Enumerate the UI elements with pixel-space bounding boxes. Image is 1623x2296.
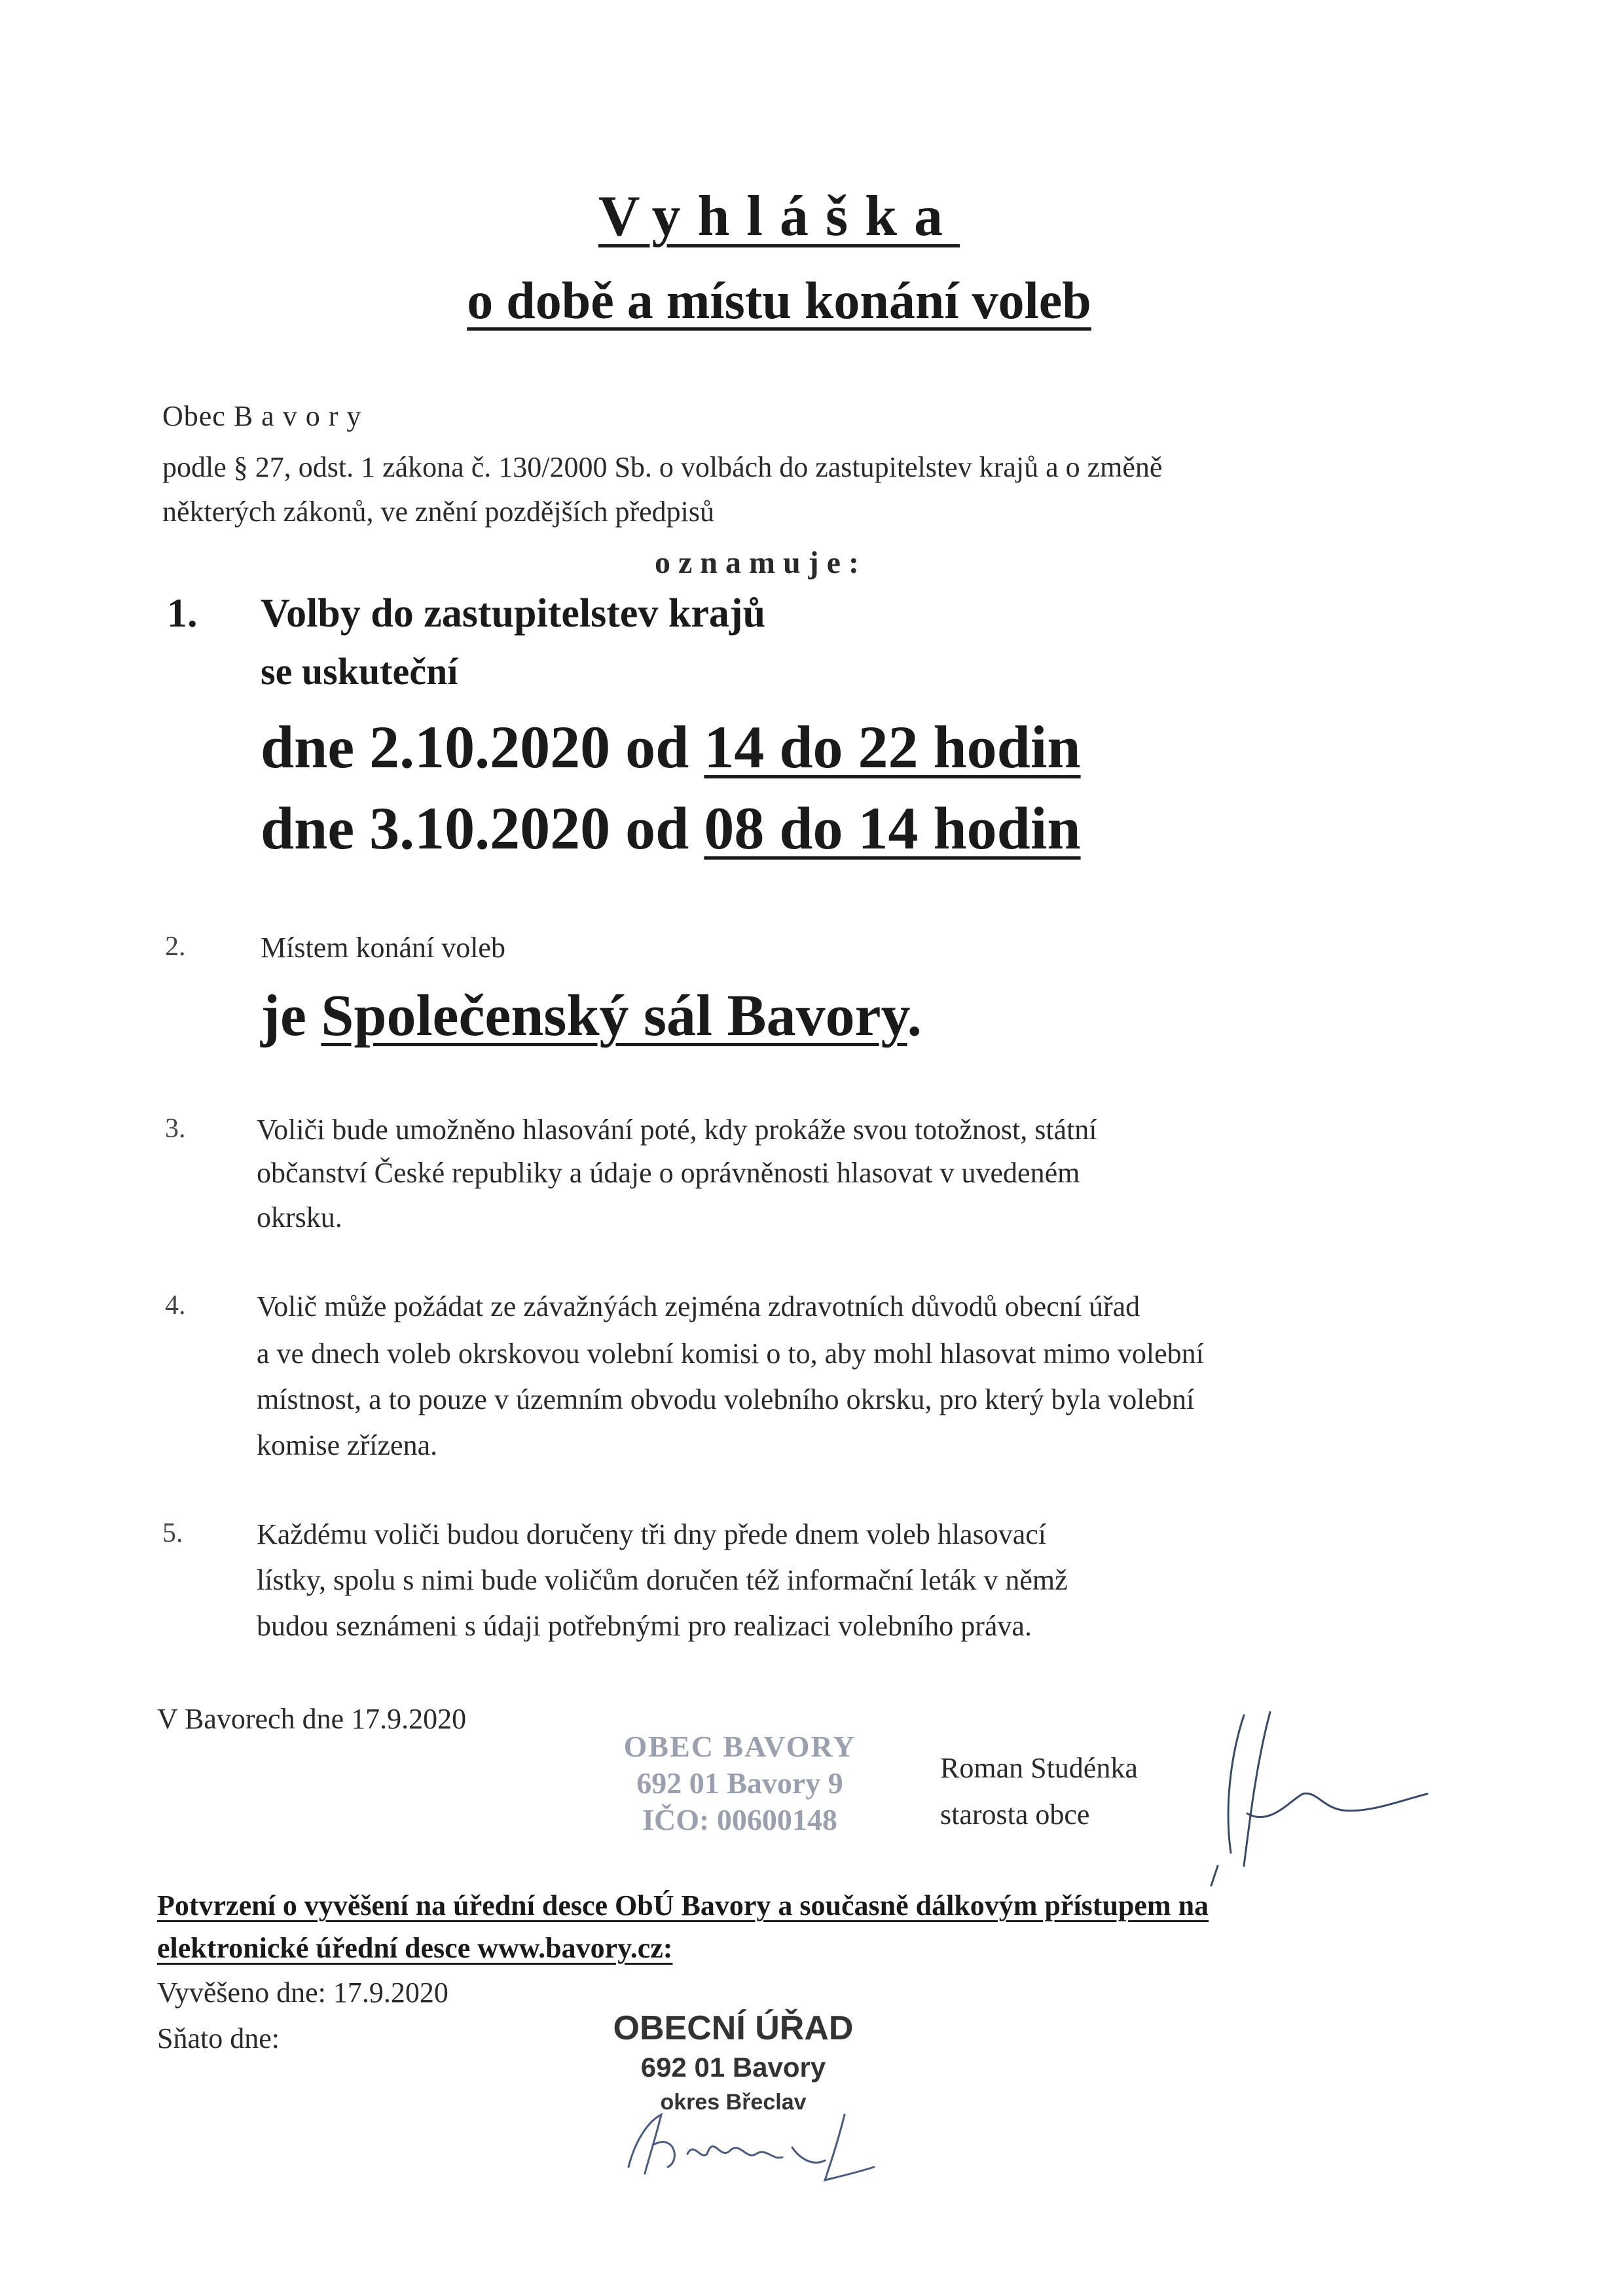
confirmation-line-1: Potvrzení o vyvěšení na úřední desce ObÚ Bavory a současně dálkovým přístupem na [157, 1889, 1209, 1922]
office-stamp-line-1: OBECNÍ ÚŘAD [613, 2009, 854, 2047]
item4-line3: místnost, a to pouze v územním obvodu volebního okrsku, pro který byla volební [257, 1383, 1195, 1415]
stamp-line-1: OBEC BAVORY [623, 1730, 856, 1763]
polling-place [261, 982, 922, 1049]
election-date-2 [261, 793, 1081, 863]
removed-date: Sňato dne: [157, 2022, 280, 2054]
announce-heading: o z n a m u j e : [655, 545, 859, 580]
confirmation-line-2: elektronické úřední desce www.bavory.cz: [157, 1932, 673, 1964]
signatory-role: starosta obce [940, 1798, 1090, 1831]
polling-place-name: Společenský sál Bavory [321, 983, 907, 1048]
page-title: Vyhláška [598, 185, 960, 248]
stamp-line-2: 692 01 Bavory 9 [636, 1766, 843, 1800]
item3-line3: okrsku. [257, 1201, 342, 1233]
page-subtitle: o době a místu konání voleb [467, 272, 1091, 330]
clerk-signature [615, 2095, 890, 2187]
item1-number: 1. [167, 591, 198, 636]
stamp-line-3: IČO: 00600148 [642, 1803, 837, 1836]
posted-date: Vyvěšeno dne: 17.9.2020 [157, 1977, 448, 2009]
item5-number: 5. [162, 1518, 183, 1548]
item4-line1: Volič může požádat ze závažnýách zejména zdravotních důvodů obecní úřad [257, 1290, 1140, 1322]
item4-number: 4. [165, 1290, 186, 1321]
election-date-1 [261, 712, 1081, 782]
item1-line2: se uskuteční [261, 650, 458, 693]
item5-line2: lístky, spolu s nimi bude voličům doručen též informační leták v němž [257, 1564, 1068, 1596]
signatory-name: Roman Studénka [940, 1752, 1138, 1784]
intro-legal-basis-cont: některých zákonů, ve znění pozdějších předpisů [162, 496, 715, 528]
item3-line1: Voliči bude umožněno hlasování poté, kdy prokáže svou totožnost, státní [257, 1114, 1097, 1146]
intro-legal-basis: podle § 27, odst. 1 zákona č. 130/2000 Sb. o volbách do zastupitelstev krajů a o změně [162, 451, 1163, 483]
election-date-1-prefix: dne 2.10.2020 od [261, 714, 704, 780]
item5-line1: Každému voliči budou doručeny tři dny přede dnem voleb hlasovací [257, 1518, 1046, 1550]
office-stamp-line-3: okres Břeclav [660, 2090, 807, 2115]
polling-place-suffix: . [907, 983, 922, 1048]
election-date-2-prefix: dne 3.10.2020 od [261, 795, 704, 862]
mayor-signature [1192, 1702, 1440, 1892]
item1-line1: Volby do zastupitelstev krajů [261, 591, 766, 636]
item4-line2: a ve dnech voleb okrskovou volební komisi o to, aby mohl hlasovat mimo volební [257, 1338, 1204, 1370]
municipality-stamp [589, 1728, 890, 1838]
intro-municipality: Obec B a v o r y [162, 400, 362, 432]
election-time-1: 14 do 22 hodin [704, 714, 1081, 780]
item4-line4: komise zřízena. [257, 1429, 438, 1461]
item3-number: 3. [165, 1114, 186, 1144]
place-and-date: V Bavorech dne 17.9.2020 [157, 1703, 467, 1735]
polling-place-prefix: je [261, 983, 321, 1048]
item2-number: 2. [165, 932, 186, 962]
office-stamp-line-2: 692 01 Bavory [640, 2052, 826, 2083]
item3-line2: občanství České republiky a údaje o oprávněnosti hlasovat v uvedeném [257, 1157, 1080, 1189]
item5-line3: budou seznámeni s údaji potřebnými pro realizaci volebního práva. [257, 1610, 1032, 1642]
election-time-2: 08 do 14 hodin [704, 795, 1081, 862]
item2-line1: Místem konání voleb [261, 932, 505, 964]
